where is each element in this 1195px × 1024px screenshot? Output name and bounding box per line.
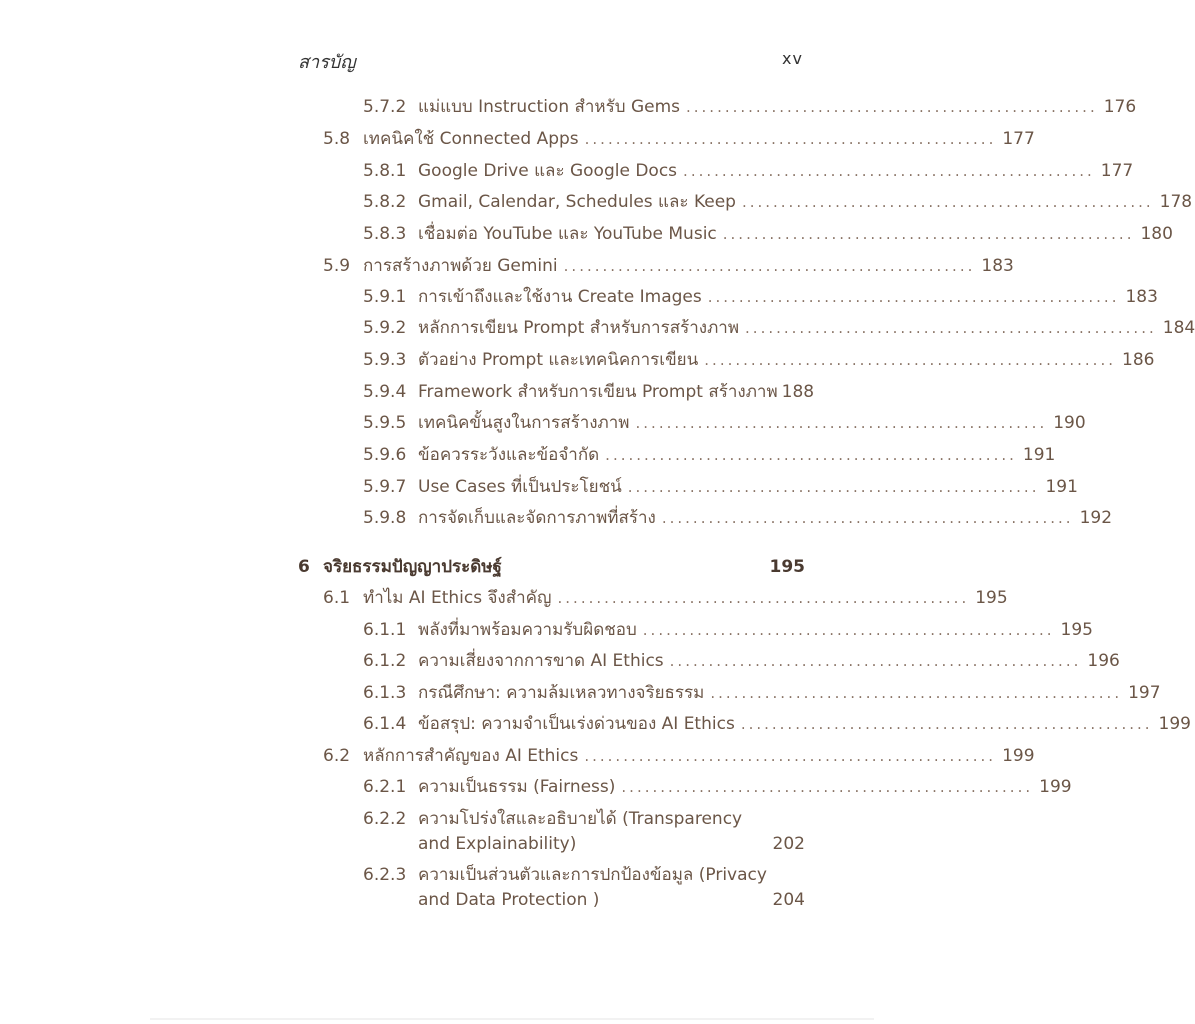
toc-entry[interactable] <box>363 506 1113 531</box>
toc-entry[interactable] <box>363 222 1173 247</box>
entry-page: 191 <box>1022 445 1056 465</box>
running-header-page-number: xv <box>782 49 803 68</box>
toc-entry[interactable] <box>363 712 1191 737</box>
dot-leader: ..................................................... <box>605 446 1017 464</box>
dot-leader: ..................................................... <box>704 351 1116 369</box>
dot-leader: ..................................................... <box>635 414 1048 432</box>
entry-page: 191 <box>1045 477 1078 497</box>
chapter-page: 195 <box>769 557 805 577</box>
entry-number: 6.2.1 <box>363 777 407 797</box>
toc-entry[interactable] <box>363 411 1086 436</box>
entry-title: Use Cases ที่เป็นประโยชน์ <box>418 477 622 497</box>
entry-page: 196 <box>1087 651 1120 671</box>
entry-number: 5.8.3 <box>363 224 407 244</box>
entry-title: ตัวอย่าง Prompt และเทคนิคการเขียน <box>418 350 699 370</box>
entry-page: 204 <box>772 890 805 910</box>
entry-number: 5.9.1 <box>363 287 407 307</box>
toc-entry[interactable] <box>363 775 1072 800</box>
entry-title: Google Drive และ Google Docs <box>418 161 678 181</box>
entry-title: ความเสี่ยงจากการขาด AI Ethics <box>418 651 664 671</box>
dot-leader: ..................................................... <box>669 652 1082 670</box>
dot-leader: ..................................................... <box>627 478 1040 496</box>
toc-entry[interactable] <box>363 380 815 405</box>
dot-leader: ..................................................... <box>745 319 1157 337</box>
entry-page: 199 <box>1002 746 1035 766</box>
entry-number: 6.1.3 <box>363 683 407 703</box>
entry-page: 199 <box>1039 777 1072 797</box>
toc-entry[interactable] <box>363 95 1137 120</box>
dot-leader: ..................................................... <box>557 589 970 607</box>
entry-page: 183 <box>981 256 1014 276</box>
entry-title: การสร้างภาพด้วย Gemini <box>363 256 558 276</box>
entry-page: 183 <box>1125 287 1158 307</box>
dot-leader: ..................................................... <box>710 684 1123 702</box>
dot-leader: ..................................................... <box>707 288 1120 306</box>
entry-title: ข้อสรุป: ความจำเป็นเร่งด่วนของ AI Ethics <box>418 714 735 734</box>
entry-number: 6.1.2 <box>363 651 407 671</box>
toc-entry[interactable] <box>323 744 1035 769</box>
toc-entry[interactable] <box>363 285 1158 310</box>
entry-title: การเข้าถึงและใช้งาน Create Images <box>418 287 702 307</box>
entry-title: พลังที่มาพร้อมความรับผิดชอบ <box>418 620 637 640</box>
toc-entry[interactable] <box>363 159 1134 184</box>
entry-number: 5.9.3 <box>363 350 407 370</box>
toc-entry[interactable] <box>363 348 1155 373</box>
entry-title: Gmail, Calendar, Schedules และ Keep <box>418 192 736 212</box>
entry-number: 5.8 <box>323 129 351 149</box>
entry-title: ข้อควรระวังและข้อจำกัด <box>418 445 600 465</box>
toc-entry[interactable] <box>323 586 1008 611</box>
dot-leader: ..................................................... <box>642 621 1055 639</box>
toc-entry[interactable] <box>363 649 1120 674</box>
entry-title: แม่แบบ Instruction สำหรับ Gems <box>418 97 680 117</box>
toc-entry[interactable] <box>323 254 1014 279</box>
entry-title: ทำไม AI Ethics จึงสำคัญ <box>363 588 552 608</box>
dot-leader: ..................................................... <box>683 162 1095 180</box>
toc-chapter-entry[interactable] <box>298 555 805 580</box>
entry-page: 199 <box>1158 714 1191 734</box>
toc-entry[interactable] <box>363 475 1078 500</box>
entry-page: 177 <box>1100 161 1134 181</box>
dot-leader: ..................................................... <box>741 193 1154 211</box>
entry-title: ความเป็นธรรม (Fairness) <box>418 777 616 797</box>
entry-page: 195 <box>1060 620 1093 640</box>
page-bottom-edge <box>150 1018 874 1020</box>
dot-leader: ..................................................... <box>661 509 1074 527</box>
entry-number: 5.9.6 <box>363 445 407 465</box>
entry-page: 188 <box>781 382 815 402</box>
entry-title: เทคนิคใช้ Connected Apps <box>363 129 579 149</box>
entry-number: 5.8.1 <box>363 161 407 181</box>
running-header-title: สารบัญ <box>298 52 356 73</box>
entry-page: 202 <box>772 834 805 854</box>
chapter-title: จริยธรรมปัญญาประดิษฐ์ <box>323 557 502 577</box>
entry-page: 180 <box>1140 224 1173 244</box>
entry-page: 195 <box>975 588 1008 608</box>
entry-title: เชื่อมต่อ YouTube และ YouTube Music <box>418 224 717 244</box>
entry-page: 197 <box>1128 683 1161 703</box>
entry-page: 190 <box>1053 413 1086 433</box>
dot-leader: ..................................................... <box>584 747 997 765</box>
entry-title: Framework สำหรับการเขียน Prompt สร้างภาพ <box>418 382 778 402</box>
toc-entry[interactable] <box>323 127 1035 152</box>
entry-title: หลักการเขียน Prompt สำหรับการสร้างภาพ <box>418 318 740 338</box>
dot-leader: ..................................................... <box>563 257 976 275</box>
entry-number: 6.1.4 <box>363 714 407 734</box>
entry-page: 192 <box>1079 508 1113 528</box>
entry-number: 5.7.2 <box>363 97 407 117</box>
dot-leader: ..................................................... <box>740 715 1153 733</box>
entry-number: 5.9.7 <box>363 477 407 497</box>
entry-number: 5.9.4 <box>363 382 407 402</box>
entry-page: 184 <box>1162 318 1195 338</box>
entry-page: 176 <box>1103 97 1137 117</box>
dot-leader: ..................................................... <box>621 778 1034 796</box>
dot-leader: ..................................................... <box>722 225 1135 243</box>
chapter-number: 6 <box>298 557 310 577</box>
entry-title: เทคนิคขั้นสูงในการสร้างภาพ <box>418 413 630 433</box>
toc-entry[interactable] <box>363 681 1161 706</box>
toc-entry[interactable] <box>363 190 1193 215</box>
entry-page: 178 <box>1159 192 1193 212</box>
toc-entry[interactable] <box>363 807 805 857</box>
entry-title: การจัดเก็บและจัดการภาพที่สร้าง <box>418 508 656 528</box>
toc-entry[interactable] <box>363 316 1195 341</box>
entry-number: 5.9.5 <box>363 413 407 433</box>
toc-entry[interactable] <box>363 863 805 913</box>
entry-number: 6.2.3 <box>363 865 407 885</box>
entry-title: ความโปร่งใสและอธิบายได้ (Transparency and Explainability) <box>418 809 743 854</box>
entry-title: กรณีศึกษา: ความล้มเหลวทางจริยธรรม <box>418 683 705 703</box>
entry-number: 5.9.8 <box>363 508 407 528</box>
entry-page: 186 <box>1122 350 1155 370</box>
entry-number: 5.8.2 <box>363 192 407 212</box>
entry-number: 6.2 <box>323 746 351 766</box>
entry-number: 5.9.2 <box>363 318 407 338</box>
dot-leader: ..................................................... <box>686 98 1098 116</box>
toc-entry[interactable] <box>363 618 1093 643</box>
toc-entry[interactable] <box>363 443 1056 468</box>
entry-number: 6.2.2 <box>363 809 407 829</box>
entry-number: 6.1.1 <box>363 620 407 640</box>
entry-title: ความเป็นส่วนตัวและการปกป้องข้อมูล (Privacy and Data Protection ) <box>418 865 767 910</box>
dot-leader: ..................................................... <box>584 130 997 148</box>
entry-number: 5.9 <box>323 256 351 276</box>
entry-title: หลักการสำคัญของ AI Ethics <box>363 746 579 766</box>
entry-number: 6.1 <box>323 588 351 608</box>
entry-page: 177 <box>1002 129 1035 149</box>
